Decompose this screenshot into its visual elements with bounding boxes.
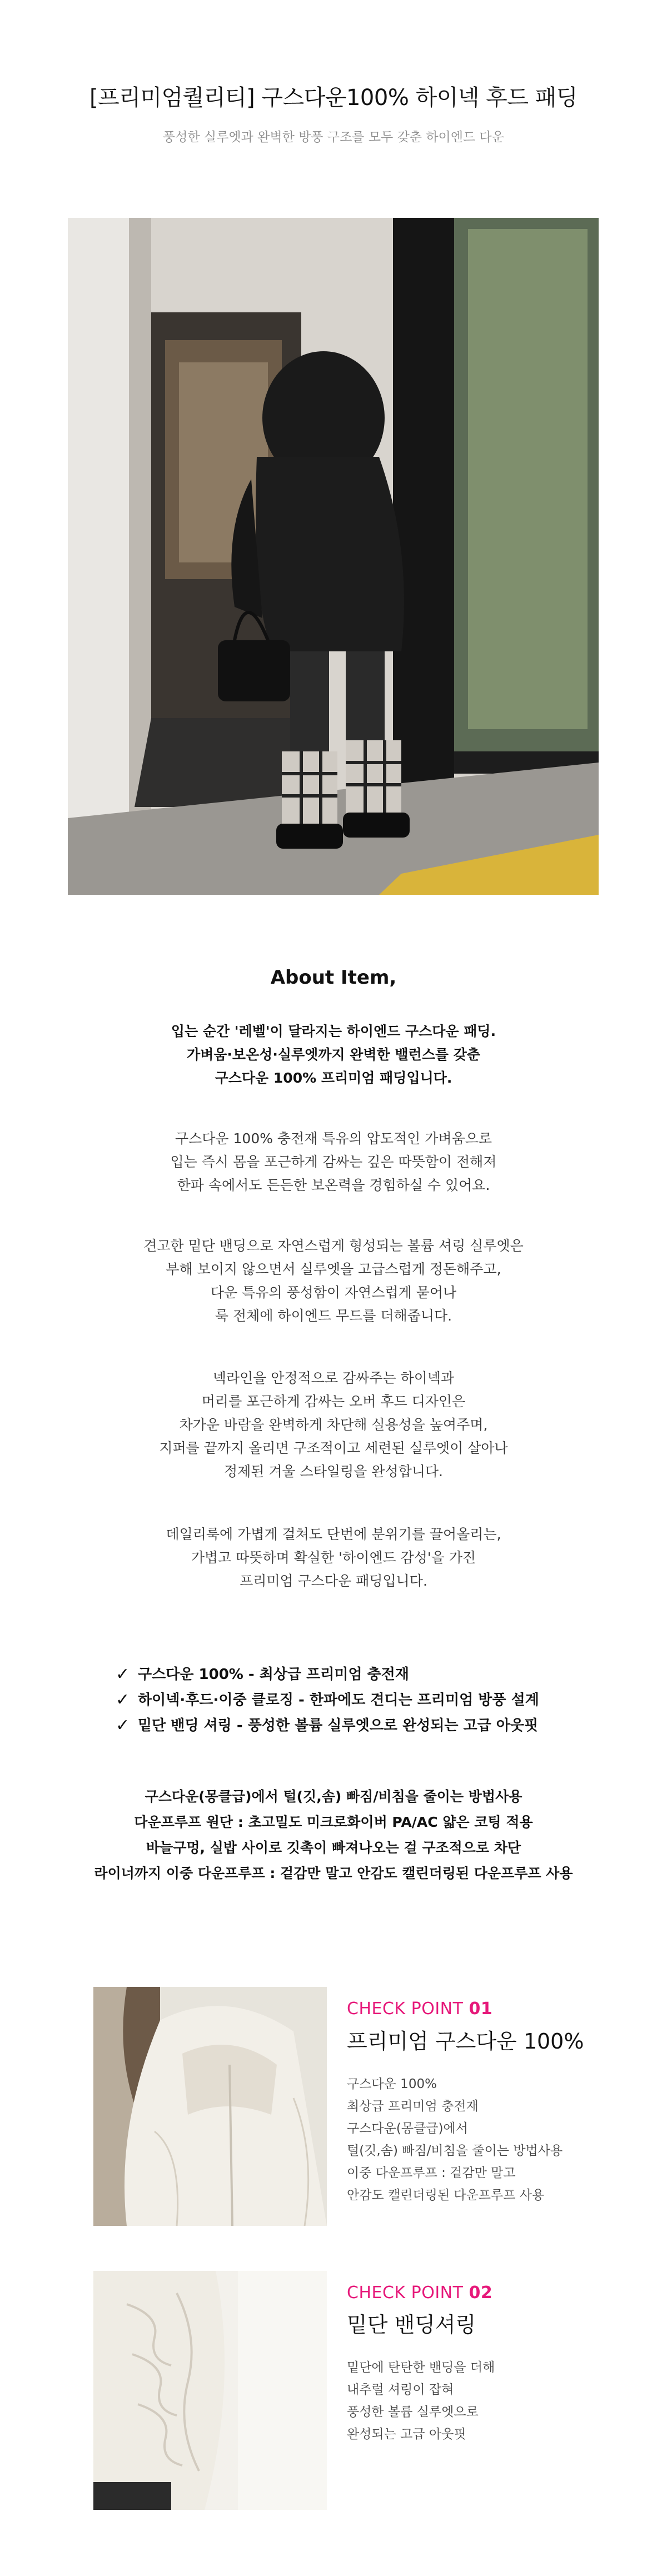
description-line: 안감도 캘린더링된 다운프루프 사용 xyxy=(347,2188,545,2203)
paragraph-line: 차가운 바람을 완벽하게 차단해 실용성을 높여주며, xyxy=(179,1417,488,1433)
paragraph-line: 구스다운 100% 충전재 특유의 압도적인 가벼움으로 xyxy=(175,1130,492,1147)
description-line: 밑단에 탄탄한 밴딩을 더해 xyxy=(347,2360,495,2375)
checklist-item-text: 구스다운 100% - 최상급 프리미엄 충전재 xyxy=(138,1666,409,1683)
about-intro xyxy=(0,1020,667,1090)
description-line: 완성되는 고급 아웃핏 xyxy=(347,2427,466,2442)
checkpoint-2-description xyxy=(347,2356,495,2445)
about-intro-line: 구스다운 100% 프리미엄 패딩입니다. xyxy=(215,1070,452,1086)
checkpoint-2-title: 밑단 밴딩셔링 xyxy=(347,2313,476,2337)
about-paragraph-2 xyxy=(0,1234,667,1328)
description-line: 최상급 프리미엄 충전재 xyxy=(347,2099,479,2114)
description-line: 이중 다운프루프 : 겉감만 말고 xyxy=(347,2166,516,2180)
check-icon: ✓ xyxy=(116,1716,130,1735)
description-line: 구스다운(몽클급)에서 xyxy=(347,2121,468,2136)
checklist-item xyxy=(116,1662,616,1687)
hero-photo xyxy=(68,218,599,895)
description-line: 구스다운 100% xyxy=(347,2077,437,2091)
checkpoint-label-text: CHECK POINT xyxy=(347,2283,464,2303)
paragraph-line: 룩 전체에 하이엔드 무드를 더해줍니다. xyxy=(215,1308,452,1324)
checklist-item xyxy=(116,1687,616,1713)
paragraph-line: 한파 속에서도 든든한 보온력을 경험하실 수 있어요. xyxy=(177,1177,490,1193)
note-line: 다운프루프 원단 : 초고밀도 미크로화이버 PA/AC 얇은 코팅 적용 xyxy=(134,1814,533,1830)
about-paragraph-1 xyxy=(0,1127,667,1197)
paragraph-line: 가볍고 따뜻하며 확실한 '하이엔드 감성'을 가진 xyxy=(191,1549,476,1566)
check-icon: ✓ xyxy=(116,1690,130,1710)
paragraph-line: 머리를 포근하게 감싸는 오버 후드 디자인은 xyxy=(201,1393,466,1409)
paragraph-line: 다운 특유의 풍성함이 자연스럽게 묻어나 xyxy=(210,1284,457,1301)
check-icon: ✓ xyxy=(116,1665,130,1684)
paragraph-line: 넥라인을 안정적으로 감싸주는 하이넥과 xyxy=(212,1370,455,1386)
product-title: [프리미엄퀄리티] 구스다운100% 하이넥 후드 패딩 xyxy=(89,85,578,111)
paragraph-line: 부해 보이지 않으면서 실루엣을 고급스럽게 정돈해주고, xyxy=(166,1261,501,1277)
about-paragraph-4 xyxy=(0,1523,667,1593)
about-paragraph-3 xyxy=(0,1367,667,1483)
checkpoint-number: 02 xyxy=(469,2283,493,2303)
checkpoint-1-photo xyxy=(93,1987,327,2226)
paragraph-line: 프리미엄 구스다운 패딩입니다. xyxy=(240,1573,427,1589)
paragraph-line: 데일리룩에 가볍게 걸쳐도 단번에 분위기를 끌어올리는, xyxy=(166,1526,501,1542)
paragraph-line: 입는 즉시 몸을 포근하게 감싸는 깊은 따뜻함이 전해져 xyxy=(170,1154,497,1170)
checkpoint-2-photo xyxy=(93,2271,327,2510)
checkpoint-2-label xyxy=(347,2282,492,2304)
downproof-notes xyxy=(0,1784,667,1886)
product-subtitle: 풍성한 실루엣과 완벽한 방풍 구조를 모두 갖춘 하이엔드 다운 xyxy=(163,130,504,145)
note-line: 라이너까지 이중 다운프루프 : 겉감만 말고 안감도 캘린더링된 다운프루프 사용 xyxy=(94,1865,573,1881)
paragraph-line: 지퍼를 끝까지 올리면 구조적이고 세련된 실루엣이 살아나 xyxy=(159,1440,508,1456)
paragraph-line: 정제된 겨울 스타일링을 완성합니다. xyxy=(223,1463,444,1479)
description-line: 풍성한 볼륨 실루엣으로 xyxy=(347,2405,479,2419)
description-line: 내추럴 셔링이 잡혀 xyxy=(347,2383,454,2397)
about-heading: About Item, xyxy=(270,966,397,989)
checkpoint-1-description xyxy=(347,2073,563,2206)
checkpoint-label-text: CHECK POINT xyxy=(347,1999,464,2019)
about-intro-line: 입는 순간 '레벨'이 달라지는 하이엔드 구스다운 패딩. xyxy=(171,1023,496,1039)
description-line: 털(깃,솜) 빠짐/비침을 줄이는 방법사용 xyxy=(347,2144,563,2158)
about-intro-line: 가벼움·보온성·실루엣까지 완벽한 밸런스를 갖춘 xyxy=(186,1047,481,1063)
checklist-item-text: 하이넥·후드·이중 클로징 - 한파에도 견디는 프리미엄 방풍 설계 xyxy=(138,1692,539,1708)
note-line: 바늘구멍, 실밥 사이로 깃촉이 빠져나오는 걸 구조적으로 차단 xyxy=(146,1840,521,1856)
feature-checklist xyxy=(116,1662,616,1738)
checkpoint-1-title: 프리미엄 구스다운 100% xyxy=(347,2029,584,2054)
paragraph-line: 견고한 밑단 밴딩으로 자연스럽게 형성되는 볼륨 셔링 실루엣은 xyxy=(143,1238,524,1254)
note-line: 구스다운(몽클급)에서 털(깃,솜) 빠짐/비침을 줄이는 방법사용 xyxy=(145,1788,522,1805)
checklist-item xyxy=(116,1713,616,1738)
checkpoint-number: 01 xyxy=(469,1999,493,2019)
checkpoint-1-label xyxy=(347,1998,492,2020)
checklist-item-text: 밑단 밴딩 셔링 - 풍성한 볼륨 실루엣으로 완성되는 고급 아웃핏 xyxy=(138,1717,539,1734)
